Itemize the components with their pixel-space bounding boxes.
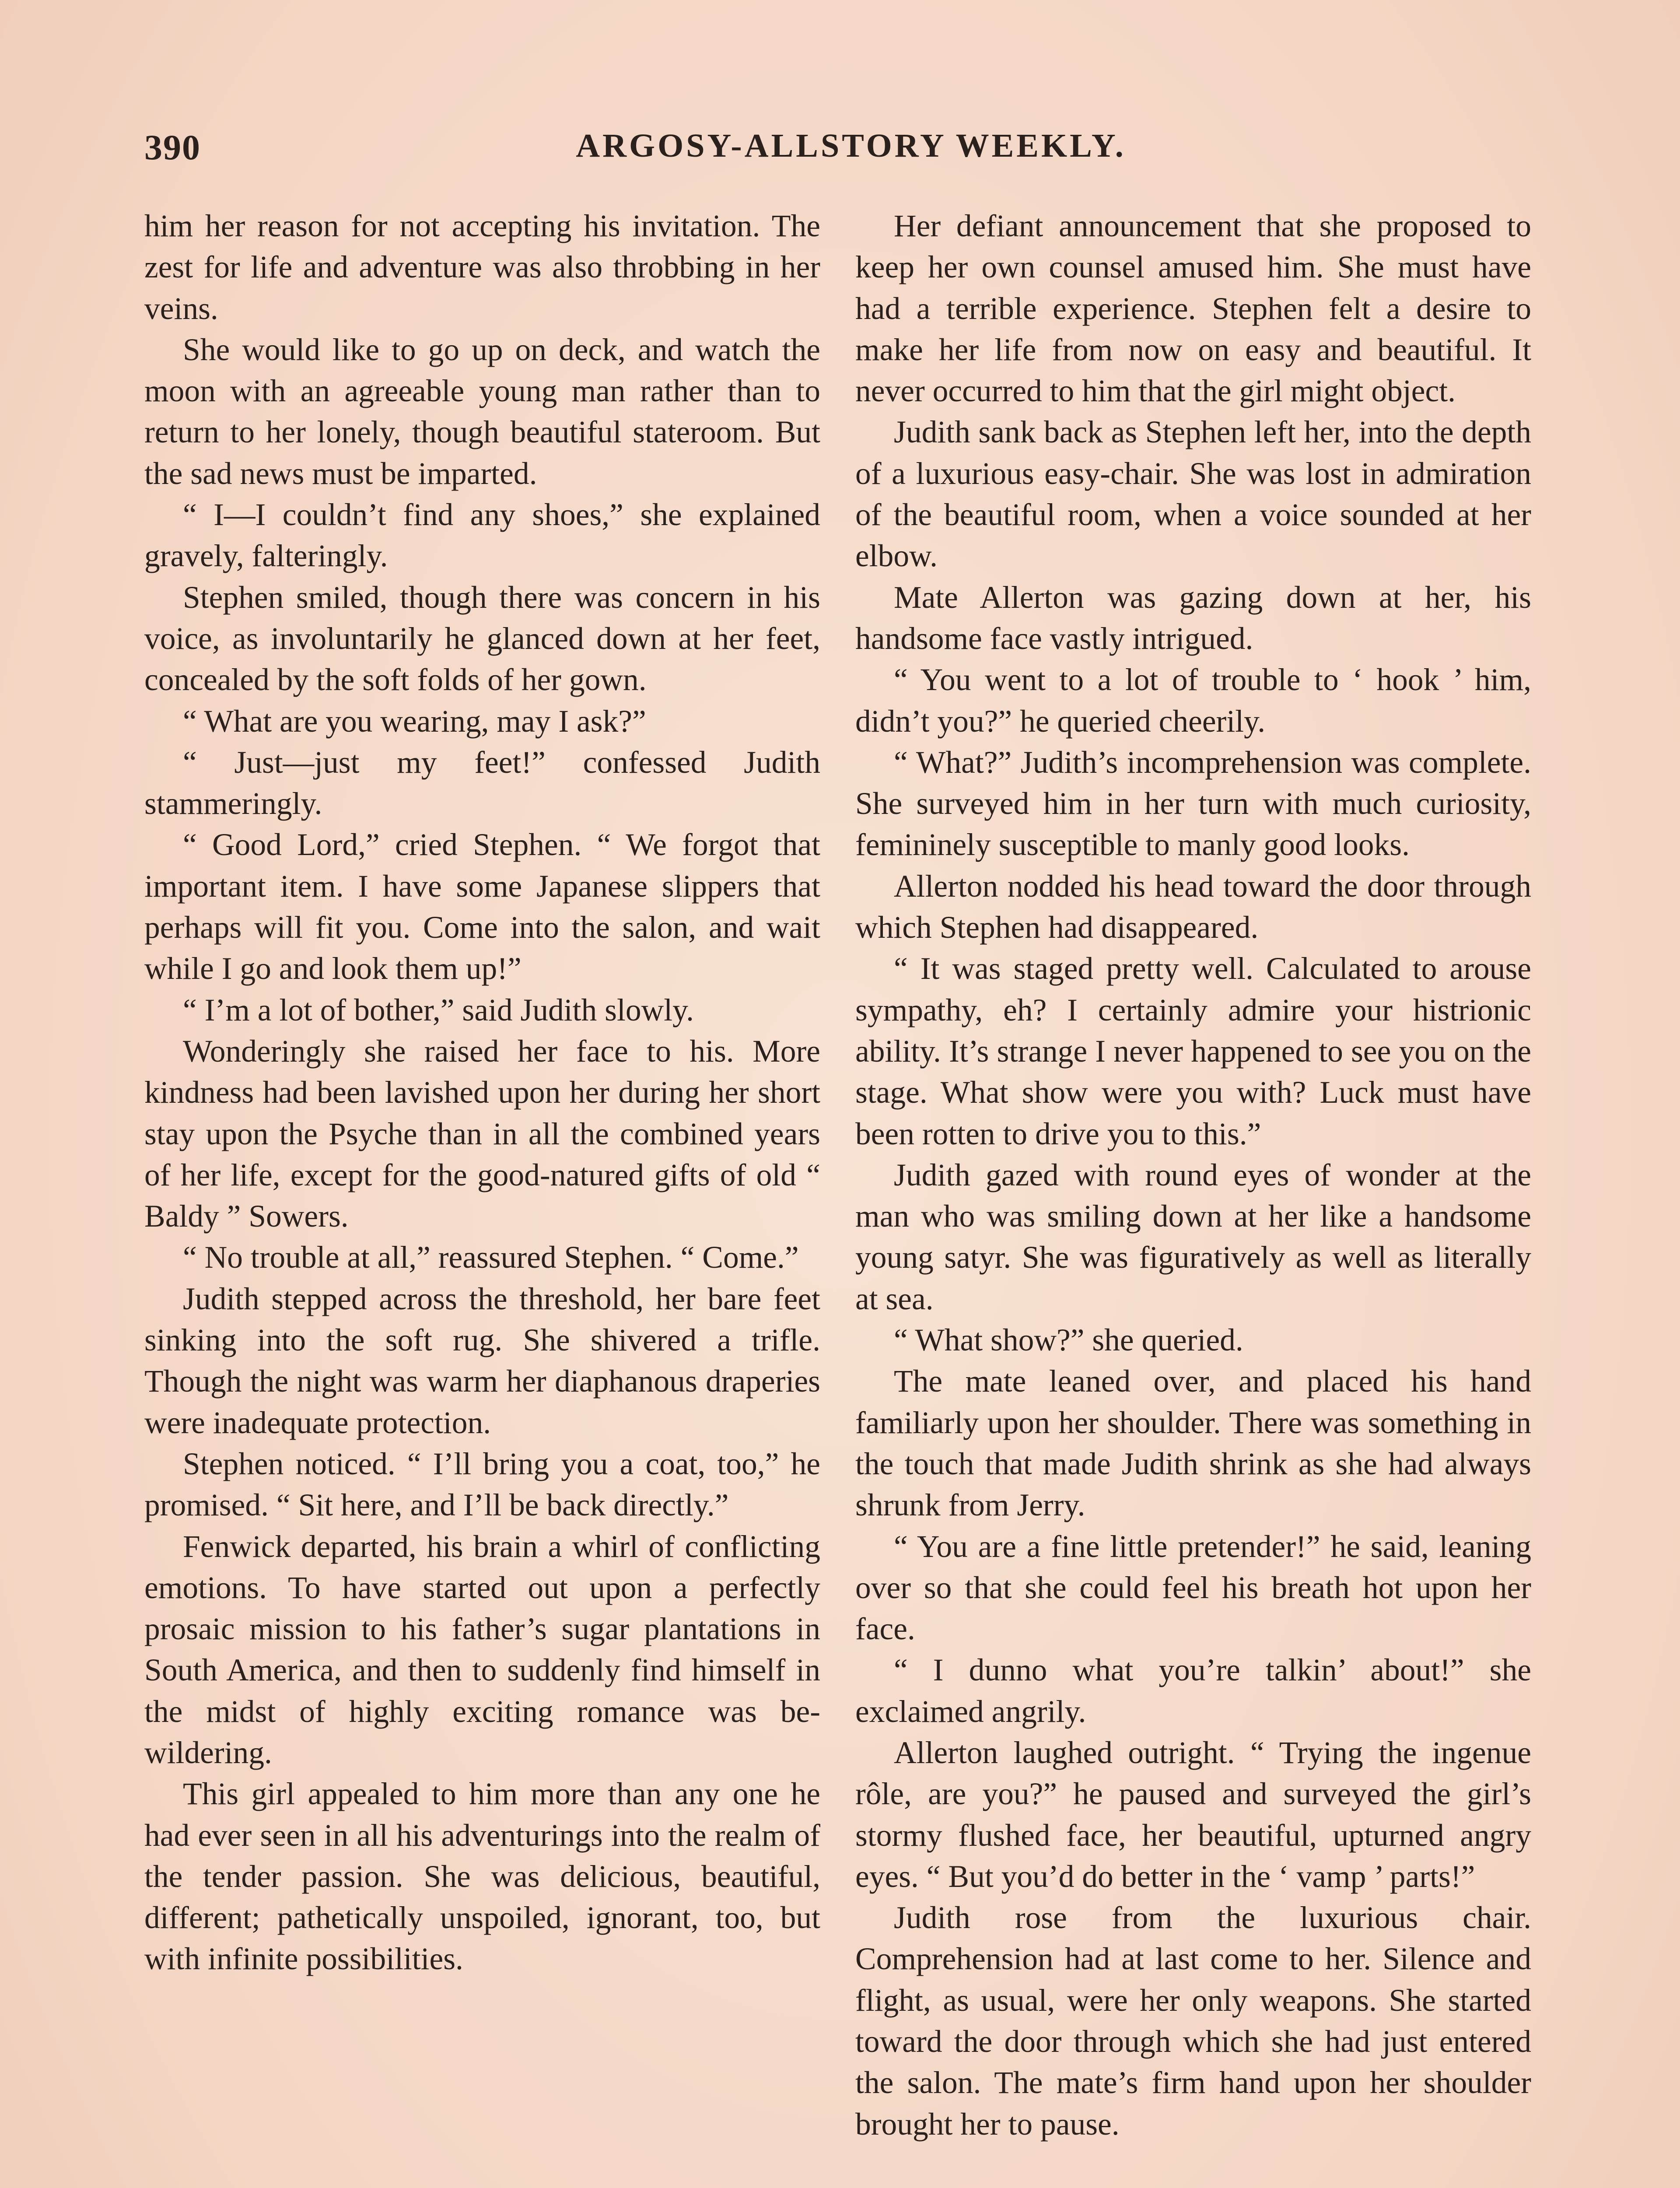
paragraph: “ It was staged pretty well. Calculated to arouse sympathy, eh? I certainly admire your histrionic ability. It’s strange I never happened to see you on the stage. What show were you with? Luck must have been rotten to drive you to this.” xyxy=(855,951,1531,1151)
paragraph: “ You are a fine little pretender!” he said, leaning over so that she could feel his breath hot upon her face. xyxy=(855,1529,1531,1647)
paragraph: “ What?” Judith’s incomprehension was complete. She surveyed him in her turn with much curiosity, femininely susceptible to manly good looks. xyxy=(855,745,1531,863)
paragraph: Allerton nodded his head toward the door through which Stephen had disappeared. xyxy=(855,869,1531,945)
paragraph: She would like to go up on deck, and watch the moon with an agreeable young man rather than to return to her lonely, though beautiful stateroom. But the sad news must be imparted. xyxy=(144,332,820,491)
paragraph: “ I dunno what you’re talkin’ about!” she exclaimed angrily. xyxy=(855,1653,1531,1729)
paragraph: The mate leaned over, and placed his hand familiarly upon her shoulder. There was something in the touch that made Judith shrink as she had always shrunk from Jerry. xyxy=(855,1364,1531,1523)
paragraph: Allerton laughed outright. “ Trying the ingenue rôle, are you?” he paused and surveyed the girl’s stormy flushed face, her beautiful, upturned angry eyes. “ But you’d do better in the ‘ vamp ’ parts!” xyxy=(855,1735,1531,1894)
paragraph: “ What show?” she queried. xyxy=(894,1323,1243,1358)
paragraph: Judith sank back as Stephen left her, into the depth of a luxurious easy-chair. She was lost in admiration of the beautiful room, when a voice sounded at her elbow. xyxy=(855,415,1531,574)
paragraph: Stephen noticed. “ I’ll bring you a coat, too,” he promised. “ Sit here, and I’ll be back directly.” xyxy=(144,1446,820,1523)
paragraph: “ You went to a lot of trouble to ‘ hook ’ him, didn’t you?” he queried cheerily. xyxy=(855,663,1531,739)
paragraph: “ I’m a lot of bother,” said Judith slowly. xyxy=(183,992,694,1027)
paragraph: Judith rose from the luxurious chair. Comprehension had at last come to her. Silence and flight, as usual, were her only weapons. She started toward the door through which she had just entered the salon. The mate’s firm hand upon her shoulder brought her to pause. xyxy=(855,1900,1531,2142)
paragraph: Stephen smiled, though there was concern in his voice, as involuntarily he glanced down at her feet, concealed by the soft folds of her gown. xyxy=(144,580,820,698)
paragraph: “ Good Lord,” cried Stephen. “ We forgot that important item. I have some Japanese slippers that perhaps will fit you. Come into the salon, and wait while I go and look them up!” xyxy=(144,828,820,986)
left-column xyxy=(144,206,820,1980)
paragraph: “ Just—just my feet!” confessed Judith stammeringly. xyxy=(144,745,820,821)
paragraph: him her reason for not accepting his invitation. The zest for life and adventure was also throbbing in her veins. xyxy=(144,209,820,326)
paragraph: “ What are you wearing, may I ask?” xyxy=(183,704,646,739)
page-header xyxy=(144,127,1558,184)
paragraph: This girl appealed to him more than any one he had ever seen in all his adventurings into the realm of the tender passion. She was delicious, beautiful, different; pathetically unspoiled, ignorant, too, but with infinite possibilities. xyxy=(144,1777,820,1977)
paragraph: Mate Allerton was gazing down at her, his handsome face vastly intrigued. xyxy=(855,580,1531,656)
paragraph: Judith gazed with round eyes of wonder at the man who was smiling down at her like a handsome young satyr. She was figuratively as well as literally at sea. xyxy=(855,1157,1531,1316)
right-column xyxy=(855,206,1531,2145)
paragraph: Fenwick departed, his brain a whirl of conflicting emotions. To have started out upon a perfectly prosaic mission to his father’s sugar plantations in South America, and then to suddenly find himself in the midst of highly exciting romance was bewildering. xyxy=(144,1529,820,1770)
paragraph: Her defiant announcement that she proposed to keep her own counsel amused him. She must have had a terrible experience. Stephen felt a desire to make her life from now on easy and beautiful. It never occurred to him that the girl might object. xyxy=(855,209,1531,409)
paragraph: “ I—I couldn’t find any shoes,” she explained gravely, falteringly. xyxy=(144,498,820,574)
paragraph: Wonderingly she raised her face to his. More kindness had been lavished upon her during her short stay upon the Psyche than in all the combined years of her life, except for the good-natured gifts of old “ Baldy ” Sowers. xyxy=(144,1034,820,1234)
running-head: ARGOSY-ALLSTORY WEEKLY. xyxy=(576,127,1126,164)
paragraph: “ No trouble at all,” reassured Stephen. “ Come.” xyxy=(183,1240,799,1275)
page-number: 390 xyxy=(144,127,201,167)
paragraph: Judith stepped across the threshold, her bare feet sinking into the soft rug. She shivered a trifle. Though the night was warm her diaphanous draperies were inadequate protection. xyxy=(144,1281,820,1440)
